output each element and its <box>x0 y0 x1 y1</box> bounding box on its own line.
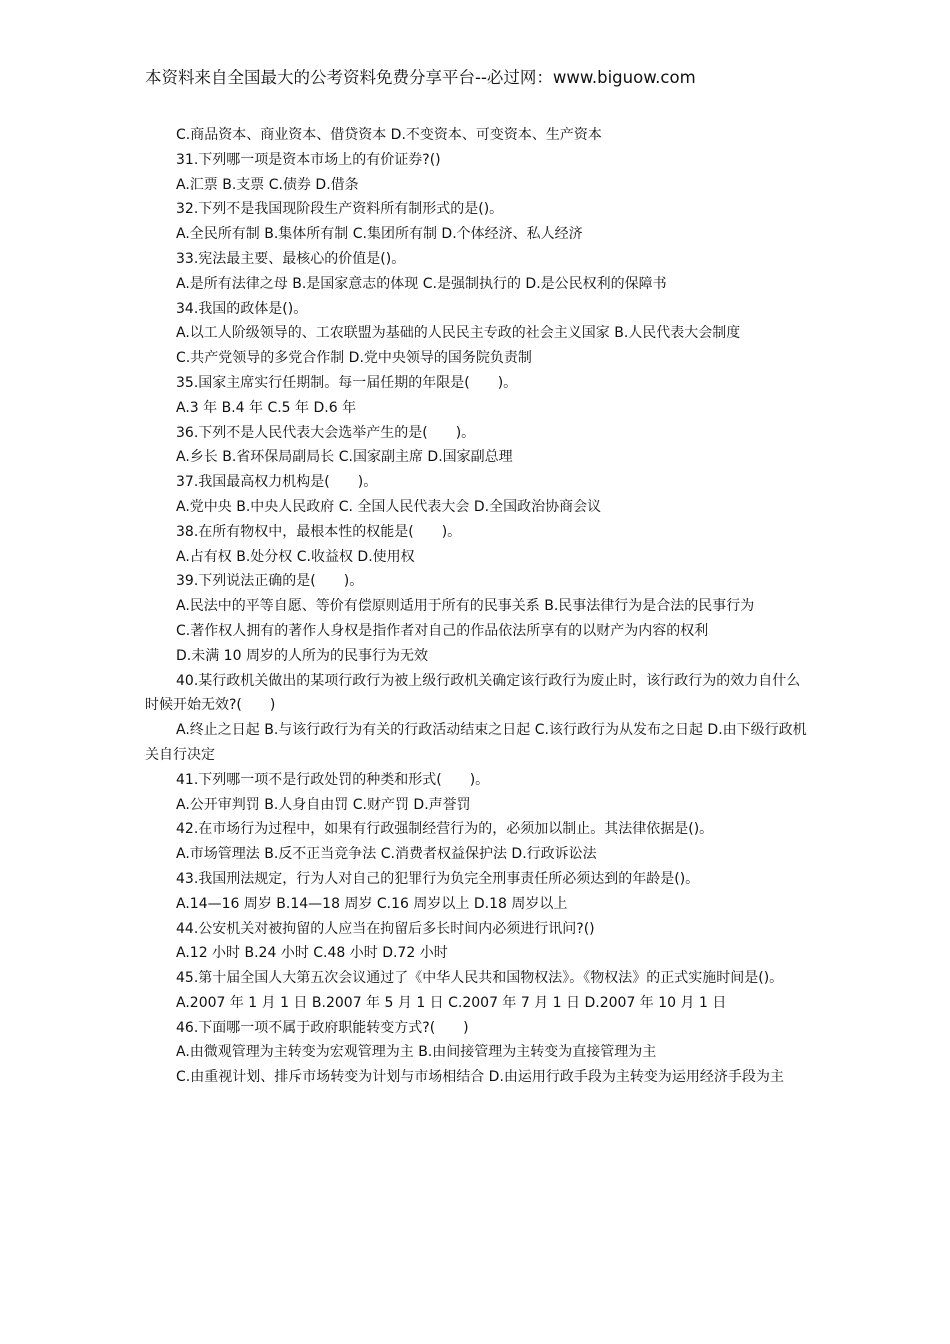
text-line: A.14—16 周岁 B.14—18 周岁 C.16 周岁以上 D.18 周岁以上 <box>176 895 568 912</box>
text-line: A.民法中的平等自愿、等价有偿原则适用于所有的民事关系 B.民事法律行为是合法的民事行为 <box>176 598 755 615</box>
text-line: A.占有权 B.处分权 C.收益权 D.使用权 <box>176 548 415 565</box>
text-line: A.3 年 B.4 年 C.5 年 D.6 年 <box>176 399 357 416</box>
text-line: 45.第十届全国人大第五次会议通过了《中华人民共和国物权法》。《物权法》的正式实施时间是()。 <box>176 970 784 987</box>
text-line: C.著作权人拥有的著作人身权是指作者对自己的作品依法所享有的以财产为内容的权利 <box>176 622 709 639</box>
text-line: 40.某行政机关做出的某项行政行为被上级行政机关确定该行政行为废止时，该行政行为的效力自什么时候开始无效?( ) <box>145 672 801 714</box>
text-line: A.以工人阶级领导的、工农联盟为基础的人民民主专政的社会主义国家 B.人民代表大会制度 <box>176 325 741 342</box>
text-line: 32.下列不是我国现阶段生产资料所有制形式的是()。 <box>176 201 504 218</box>
text-line: C.共产党领导的多党合作制 D.党中央领导的国务院负责制 <box>176 350 532 367</box>
text-line: A.市场管理法 B.反不正当竞争法 C.消费者权益保护法 D.行政诉讼法 <box>176 846 597 863</box>
text-line: 42.在市场行为过程中，如果有行政强制经营行为的，必须加以制止。其法律依据是()。 <box>176 821 714 838</box>
text-line: 35.国家主席实行任期制。每一届任期的年限是( )。 <box>176 374 518 391</box>
text-line: C.由重视计划、排斥市场转变为计划与市场相结合 D.由运用行政手段为主转变为运用经济手段为主 <box>176 1069 784 1086</box>
text-line: A.2007 年 1 月 1 日 B.2007 年 5 月 1 日 C.2007 年 7 月 1 日 D.2007 年 10 月 1 日 <box>176 994 727 1011</box>
text-line: A.公开审判罚 B.人身自由罚 C.财产罚 D.声誉罚 <box>176 796 471 813</box>
text-line: 44.公安机关对被拘留的人应当在拘留后多长时间内必须进行讯问?() <box>176 920 595 937</box>
text-line: 46.下面哪一项不属于政府职能转变方式?( ) <box>176 1019 469 1036</box>
text-line: A.12 小时 B.24 小时 C.48 小时 D.72 小时 <box>176 945 448 962</box>
text-line: 37.我国最高权力机构是( )。 <box>176 474 378 491</box>
text-line: 38.在所有物权中，最根本性的权能是( )。 <box>176 523 462 540</box>
text-line: A.是所有法律之母 B.是国家意志的体现 C.是强制执行的 D.是公民权利的保障书 <box>176 275 667 292</box>
text-line: A.乡长 B.省环保局副局长 C.国家副主席 D.国家副总理 <box>176 449 513 466</box>
text-line: D.未满 10 周岁的人所为的民事行为无效 <box>176 647 428 664</box>
text-line: 36.下列不是人民代表大会选举产生的是( )。 <box>176 424 476 441</box>
page-header: 本资料来自全国最大的公考资料免费分享平台--必过网：www.biguow.com <box>145 68 696 87</box>
text-line: 33.宪法最主要、最核心的价值是()。 <box>176 250 406 267</box>
text-line: A.终止之日起 B.与该行政行为有关的行政活动结束之日起 C.该行政行为从发布之日起 D.由下级行政机关自行决定 <box>145 722 807 763</box>
text-line: 43.我国刑法规定，行为人对自己的犯罪行为负完全刑事责任所必须达到的年龄是()。 <box>176 870 700 887</box>
text-line: A.汇票 B.支票 C.债券 D.借条 <box>176 176 359 193</box>
text-line: 34.我国的政体是()。 <box>176 300 308 317</box>
text-line: 39.下列说法正确的是( )。 <box>176 573 364 590</box>
text-line: C.商品资本、商业资本、借贷资本 D.不变资本、可变资本、生产资本 <box>176 127 602 143</box>
text-line: 31.下列哪一项是资本市场上的有价证券?() <box>176 151 441 168</box>
text-line: A.由微观管理为主转变为宏观管理为主 B.由间接管理为主转变为直接管理为主 <box>176 1044 657 1061</box>
document-body <box>145 123 809 1090</box>
text-line: 41.下列哪一项不是行政处罚的种类和形式( )。 <box>176 771 490 788</box>
text-line: A.党中央 B.中央人民政府 C. 全国人民代表大会 D.全国政治协商会议 <box>176 498 602 515</box>
text-line: A.全民所有制 B.集体所有制 C.集团所有制 D.个体经济、私人经济 <box>176 226 583 243</box>
